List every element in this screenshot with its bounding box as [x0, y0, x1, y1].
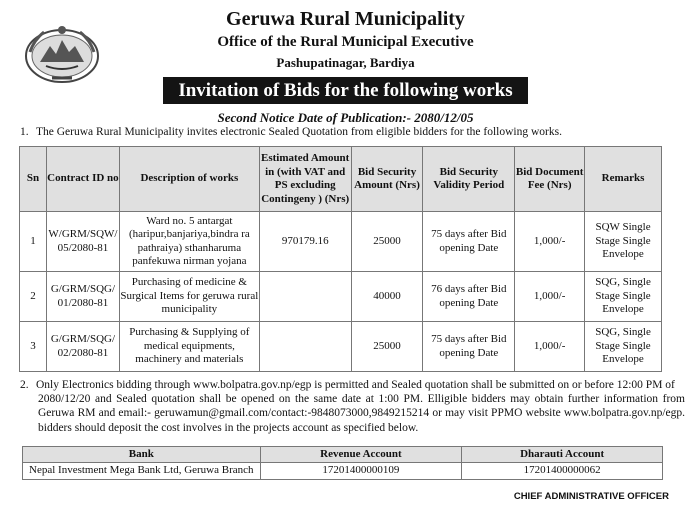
intro-paragraph [14, 125, 685, 139]
cell-contract-id: G/GRM/SQG/ 01/2080-81 [46, 272, 119, 322]
office-name: Office of the Rural Municipal Executive [217, 34, 474, 50]
nepal-government-emblem-icon [22, 22, 102, 84]
header-revenue-account: Revenue Account [260, 447, 462, 463]
cell-remarks: SQG, Single Stage Single Envelope [585, 272, 662, 322]
cell-validity: 75 days after Bid opening Date [423, 212, 515, 272]
cell-contract-id: W/GRM/SQW/ 05/2080-81 [46, 212, 119, 272]
cell-sn: 3 [20, 322, 47, 372]
submission-paragraph [14, 378, 685, 435]
cell-sn: 1 [20, 212, 47, 272]
header-sn: Sn [20, 147, 47, 212]
cell-bank: Nepal Investment Mega Bank Ltd, Geruwa Branch [23, 463, 261, 480]
table-row [20, 322, 662, 372]
cell-security: 40000 [351, 272, 423, 322]
table-row [20, 272, 662, 322]
para2-rest: 2080/12/20 and Sealed quotation shall be opened on the same date at 1:00 PM. Elligible bidders may obtain further information from Geruwa RM and email:- geruwamun@gmail.com/contact:-9848073000,9849215214 or may visit PPMO website www.bolpatra.gov.np/egp. bidders should deposit the cost involves in the projects account as specified below. [38, 393, 685, 434]
cell-description: Ward no. 5 antargat (haripur,banjariya,bindra ra pathraiya) sthanharuma panfekuwa nirman yojana [119, 212, 259, 272]
cell-estimated [259, 322, 351, 372]
header-dharauti-account: Dharauti Account [462, 447, 663, 463]
location: Pashupatinagar, Bardiya [276, 55, 415, 70]
cell-estimated: 970179.16 [259, 212, 351, 272]
signature-title: CHIEF ADMINISTRATIVE OFFICER [513, 491, 669, 502]
bank-table [22, 446, 663, 480]
cell-fee: 1,000/- [515, 272, 585, 322]
header-description: Description of works [119, 147, 259, 212]
header-estimated-amount: Estimated Amount in (with VAT and PS excluding Contingeny ) (Nrs) [259, 147, 351, 212]
cell-fee: 1,000/- [515, 322, 585, 372]
org-name: Geruwa Rural Municipality [226, 8, 465, 30]
cell-fee: 1,000/- [515, 212, 585, 272]
intro-text: The Geruwa Rural Municipality invites electronic Sealed Quotation from eligible bidders for the following works. [36, 126, 562, 138]
cell-description: Purchasing of medicine & Surgical Items for geruwa rural municipality [119, 272, 259, 322]
cell-remarks: SQW Single Stage Single Envelope [585, 212, 662, 272]
header-contract-id: Contract ID no [46, 147, 119, 212]
cell-estimated [259, 272, 351, 322]
works-header-row [20, 147, 662, 212]
cell-validity: 75 days after Bid opening Date [423, 322, 515, 372]
cell-remarks: SQG, Single Stage Single Envelope [585, 322, 662, 372]
cell-sn: 2 [20, 272, 47, 322]
header-validity: Bid Security Validity Period [423, 147, 515, 212]
cell-security: 25000 [351, 212, 423, 272]
cell-description: Purchasing & Supplying of medical equipments, machinery and materials [119, 322, 259, 372]
cell-security: 25000 [351, 322, 423, 372]
table-row [20, 212, 662, 272]
header-bank: Bank [23, 447, 261, 463]
cell-dharauti-account: 17201400000062 [462, 463, 663, 480]
cell-revenue-account: 17201400000109 [260, 463, 462, 480]
bank-header-row [23, 447, 663, 463]
header-remarks: Remarks [585, 147, 662, 212]
header-bid-security: Bid Security Amount (Nrs) [351, 147, 423, 212]
header-doc-fee: Bid Document Fee (Nrs) [515, 147, 585, 212]
title-banner: Invitation of Bids for the following works [163, 77, 528, 104]
cell-contract-id: G/GRM/SQG/ 02/2080-81 [46, 322, 119, 372]
table-row [23, 463, 663, 480]
works-table [19, 146, 662, 372]
para2-number: 2. [20, 379, 29, 391]
publication-notice: Second Notice Date of Publication:- 2080/12/05 [217, 110, 474, 125]
cell-validity: 76 days after Bid opening Date [423, 272, 515, 322]
intro-number: 1. [20, 126, 29, 138]
para2-line1: Only Electronics bidding through www.bolpatra.gov.np/egp is permitted and Sealed quotation shall be submitted on or before 12:00 PM of [36, 379, 675, 391]
